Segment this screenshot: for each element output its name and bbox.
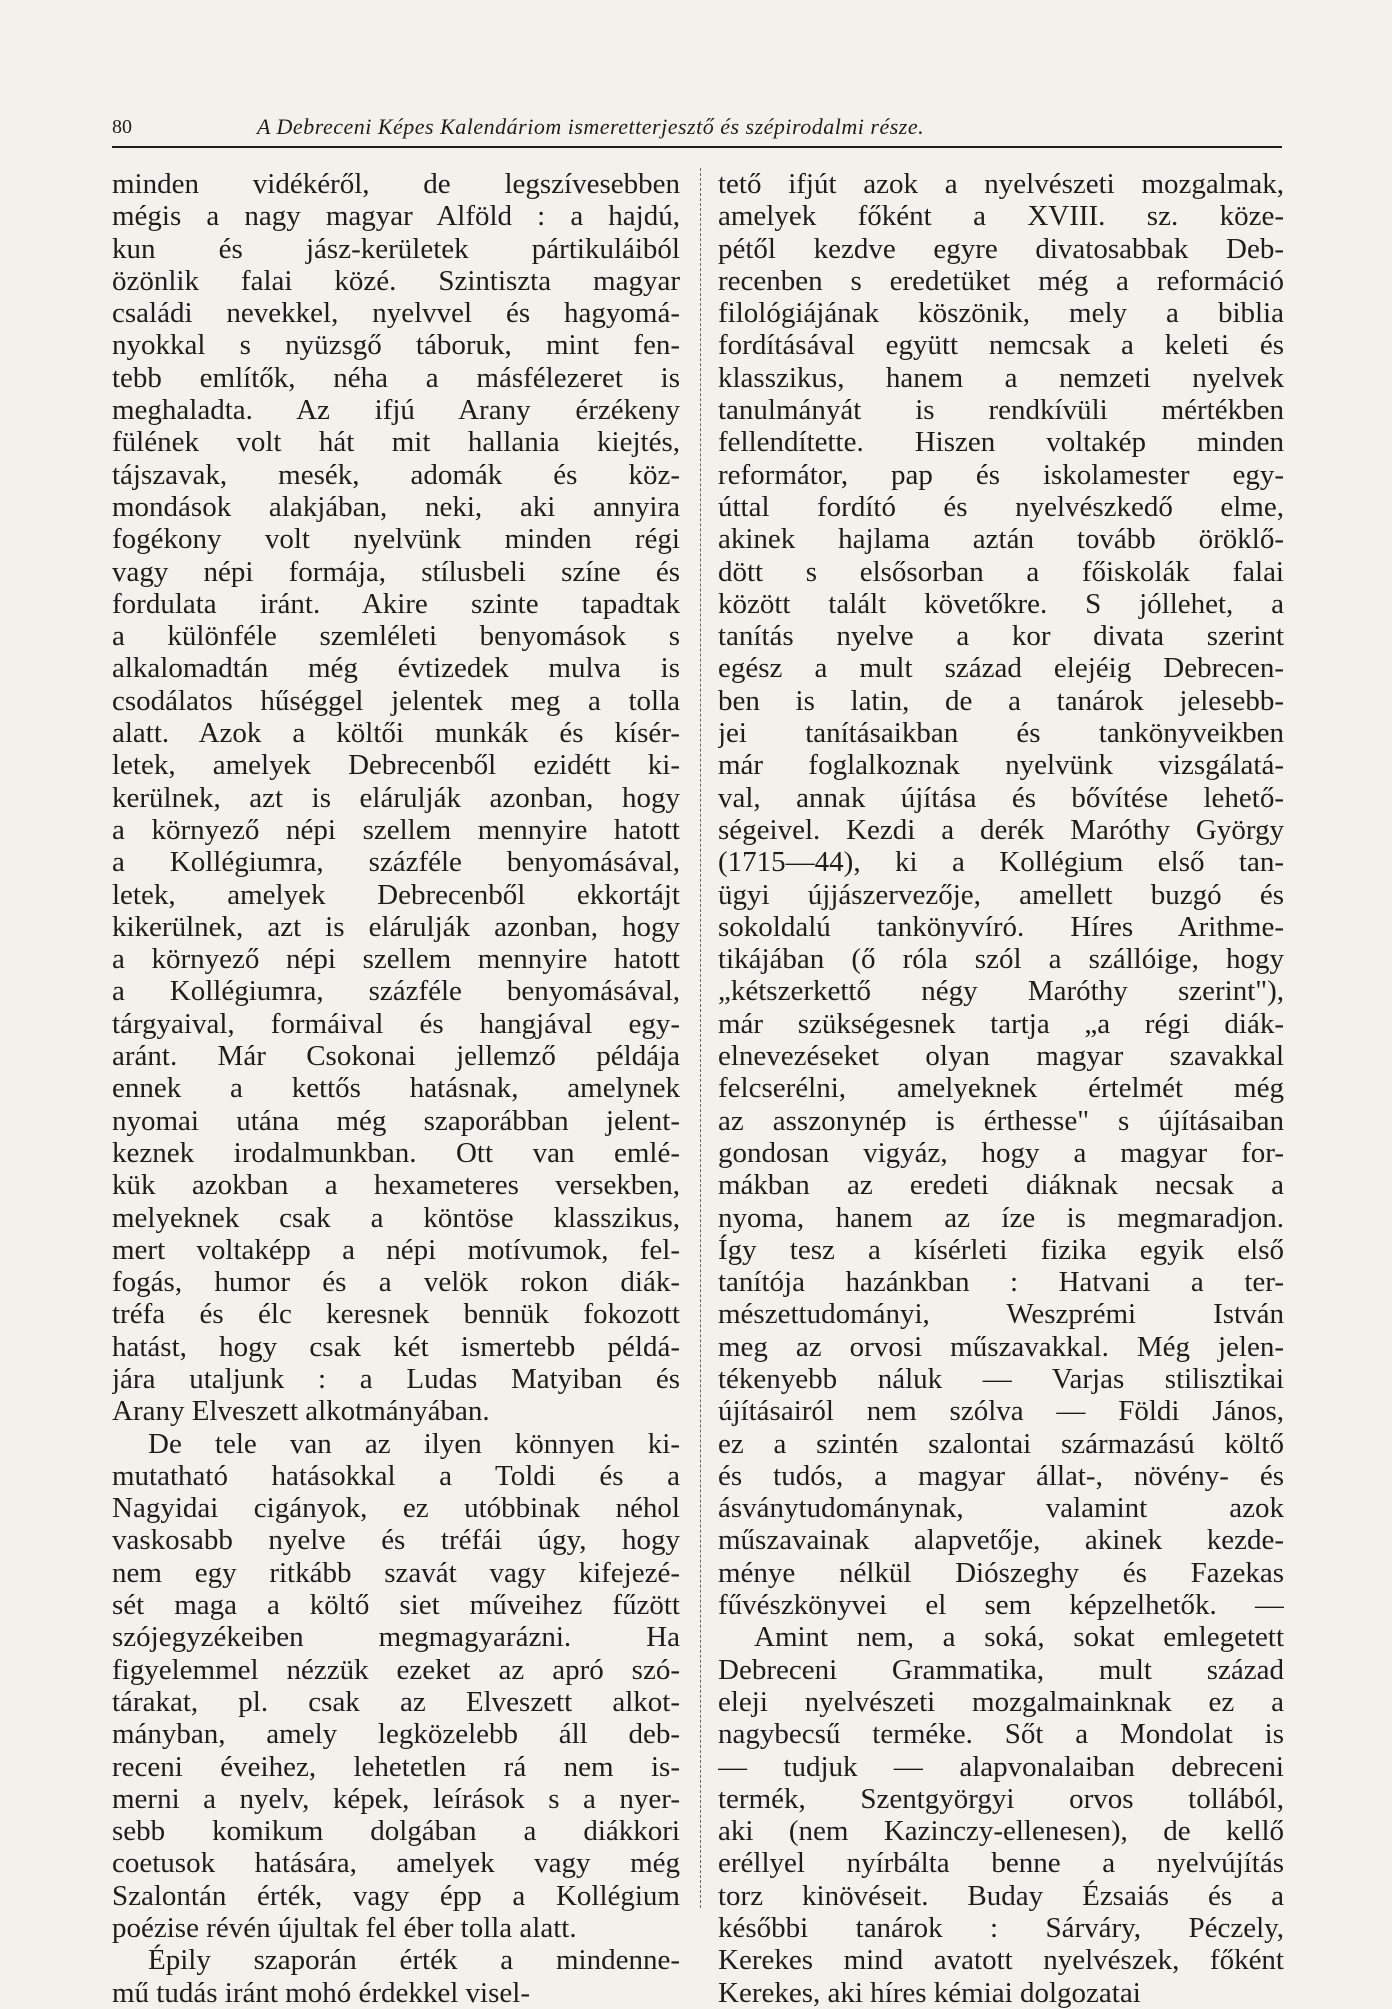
text-line: val, annak újítása és bővítése lehető- <box>718 781 1284 814</box>
text-line: (1715—44), ki a Kollégium első tan- <box>718 846 1284 879</box>
text-line: letek, amelyek Debrecenből ekkortájt <box>112 878 680 911</box>
text-line: ásványtudománynak, valamint azok <box>718 1492 1284 1525</box>
text-line: dött s elsősorban a főiskolák falai <box>718 555 1284 588</box>
text-line: figyelemmel nézzük ezeket az apró szó- <box>112 1653 680 1686</box>
text-line: a különféle szemléleti benyomások s <box>112 620 680 653</box>
text-line: eleji nyelvészeti mozgalmainknak ez a <box>718 1685 1284 1718</box>
text-line: tréfa és élc keresnek bennük fokozott <box>112 1298 680 1331</box>
text-line: ügyi újjászervezője, amellett buzgó és <box>718 878 1284 911</box>
text-line: szójegyzékeiben megmagyarázni. Ha <box>112 1621 680 1654</box>
text-line: filológiájának köszönik, mely a biblia <box>718 297 1284 330</box>
text-line: felcserélni, amelyeknek értelmét még <box>718 1072 1284 1105</box>
text-line: későbbi tanárok : Sárváry, Péczely, <box>718 1912 1284 1945</box>
text-line: mákban az eredeti diáknak necsak a <box>718 1169 1284 1202</box>
text-line: sokoldalú tankönyvíró. Híres Arithme- <box>718 910 1284 943</box>
text-line: a Kollégiumra, százféle benyomásával, <box>112 975 680 1008</box>
text-line: fülének volt hát mit hallania kiejtés, <box>112 426 680 459</box>
text-line: klasszikus, hanem a nemzeti nyelvek <box>718 361 1284 394</box>
text-line: kük azokban a hexameteres versekben, <box>112 1169 680 1202</box>
text-line: pétől kezdve egyre divatosabbak Deb- <box>718 232 1284 265</box>
text-line: Debreceni Grammatika, mult század <box>718 1653 1284 1686</box>
text-line: fordulata iránt. Akire szinte tapadtak <box>112 587 680 620</box>
text-line: keznek irodalmunkban. Ott van emlé- <box>112 1136 680 1169</box>
text-line: „kétszerkettő négy Maróthy szerint"), <box>718 975 1284 1008</box>
text-line: Így tesz a kísérleti fizika egyik első <box>718 1233 1284 1266</box>
text-line: jei tanításaikban és tankönyveikben <box>718 717 1284 750</box>
text-line: fordításával együtt nemcsak a keleti és <box>718 329 1284 362</box>
text-line: mégis a nagy magyar Alföld : a hajdú, <box>112 200 680 233</box>
text-line: Szalontán érték, vagy épp a Kollégium <box>112 1879 680 1912</box>
text-line: újításairól nem szólva — Földi János, <box>718 1395 1284 1428</box>
text-line: poézise révén újultak fel éber tolla alatt. <box>112 1912 577 1945</box>
text-line: mert voltaképp a népi motívumok, fel- <box>112 1233 680 1266</box>
text-line: tájszavak, mesék, adomák és köz- <box>112 458 680 491</box>
text-line: letek, amelyek Debrecenből ezidétt ki- <box>112 749 680 782</box>
text-line: csodálatos hűséggel jelentek meg a tolla <box>112 684 680 717</box>
right-text-column <box>718 168 1284 2009</box>
text-line: termék, Szentgyörgyi orvos tollából, <box>718 1782 1284 1815</box>
text-line: Amint nem, a soká, sokat emlegetett <box>754 1621 1284 1654</box>
text-line: akinek hajlama aztán tovább öröklő- <box>718 523 1284 556</box>
text-line: receni éveihez, lehetetlen rá nem is- <box>112 1750 680 1783</box>
text-line: az asszonynép is érthesse" s újításaiban <box>718 1104 1284 1137</box>
text-line: fogékony volt nyelvünk minden régi <box>112 523 680 556</box>
text-line: recenben s eredetüket még a reformáció <box>718 264 1284 297</box>
text-line: műszavainak alapvetője, akinek kezde- <box>718 1524 1284 1557</box>
text-line: meg az orvosi műszavakkal. Még jelen- <box>718 1330 1284 1363</box>
text-line: kun és jász-kerületek pártikuláiból <box>112 232 680 265</box>
text-line: Kerekes mind avatott nyelvészek, főként <box>718 1944 1284 1977</box>
text-line: fellendítette. Hiszen voltakép minden <box>718 426 1284 459</box>
text-line: nyokkal s nyüzsgő táboruk, mint fen- <box>112 329 680 362</box>
text-line: coetusok hatására, amelyek vagy még <box>112 1847 680 1880</box>
page-number: 80 <box>112 116 132 138</box>
text-line: alkalomadtán még évtizedek mulva is <box>112 652 680 685</box>
text-line: mű tudás iránt mohó érdekkel visel- <box>112 1976 530 2009</box>
text-line: a Kollégiumra, százféle benyomásával, <box>112 846 680 879</box>
text-line: minden vidékéről, de legszívesebben <box>112 168 680 200</box>
text-line: ben is latin, de a tanárok jelesebb- <box>718 684 1284 717</box>
text-line: ez a szintén szalontai származású költő <box>718 1427 1284 1460</box>
text-line: között talált követőkre. S jóllehet, a <box>718 587 1284 620</box>
text-line: nem egy ritkább szavát vagy kifejezé- <box>112 1556 680 1589</box>
text-line: családi nevekkel, nyelvvel és hagyomá- <box>112 297 680 330</box>
text-line: Arany Elveszett alkotmányában. <box>112 1395 490 1428</box>
text-line: fogás, humor és a velök rokon diák- <box>112 1266 680 1299</box>
text-line: sét maga a költő siet műveihez fűzött <box>112 1589 680 1622</box>
text-line: a környező népi szellem mennyire hatott <box>112 813 680 846</box>
text-line: merni a nyelv, képek, leírások s a nyer- <box>112 1782 680 1815</box>
text-line: sebb komikum dolgában a diákkori <box>112 1815 680 1848</box>
text-line: Nagyidai cigányok, ez utóbbinak néhol <box>112 1492 680 1525</box>
text-line: tető ifjút azok a nyelvészeti mozgalmak, <box>718 168 1284 200</box>
text-line: melyeknek csak a köntöse klasszikus, <box>112 1201 680 1234</box>
left-text-column <box>112 168 680 2009</box>
column-divider <box>700 168 701 1908</box>
text-line: tanítója hazánkban : Hatvani a ter- <box>718 1266 1284 1299</box>
text-line: ennek a kettős hatásnak, amelynek <box>112 1072 680 1105</box>
text-line: kerülnek, azt is elárulják azonban, hogy <box>112 781 680 814</box>
text-line: tanulmányát is rendkívüli mértékben <box>718 394 1284 427</box>
text-line: aki (nem Kazinczy-ellenesen), de kellő <box>718 1815 1284 1848</box>
text-line: ségeivel. Kezdi a derék Maróthy György <box>718 813 1284 846</box>
text-line: tárgyaival, formáival és hangjával egy- <box>112 1007 680 1040</box>
text-line: hatást, hogy csak két ismertebb példá- <box>112 1330 680 1363</box>
text-line: már foglalkoznak nyelvünk vizsgálatá- <box>718 749 1284 782</box>
text-line: meghaladta. Az ifjú Arany érzékeny <box>112 394 680 427</box>
text-line: és tudós, a magyar állat-, növény- és <box>718 1459 1284 1492</box>
text-line: alatt. Azok a költői munkák és kísér- <box>112 717 680 750</box>
text-line: a környező népi szellem mennyire hatott <box>112 943 680 976</box>
text-line: mutatható hatásokkal a Toldi és a <box>112 1459 680 1492</box>
text-line: egész a mult század elejéig Debrecen- <box>718 652 1284 685</box>
text-line: kikerülnek, azt is elárulják azonban, hogy <box>112 910 680 943</box>
text-line: aránt. Már Csokonai jellemző példája <box>112 1040 680 1073</box>
text-line: vaskosabb nyelve és tréfái úgy, hogy <box>112 1524 680 1557</box>
text-line: nyoma, hanem az íze is megmaradjon. <box>718 1201 1284 1234</box>
text-line: eréllyel nyírbálta benne a nyelvújítás <box>718 1847 1284 1880</box>
text-line: mészettudományi, Weszprémi István <box>718 1298 1284 1331</box>
text-line: elnevezéseket olyan magyar szavakkal <box>718 1040 1284 1073</box>
text-line: fűvészkönyvei el sem képzelhetők. — <box>718 1589 1284 1622</box>
text-line: vagy népi formája, stílusbeli színe és <box>112 555 680 588</box>
text-line: mondások alakjában, neki, aki annyira <box>112 490 680 523</box>
text-line: nyomai utána még szaporábban jelent- <box>112 1104 680 1137</box>
running-title: A Debreceni Képes Kalendáriom ismeretterjesztő és szépirodalmi része. <box>257 114 925 139</box>
text-line: reformátor, pap és iskolamester egy- <box>718 458 1284 491</box>
text-line: De tele van az ilyen könnyen ki- <box>148 1427 680 1460</box>
text-line: jára utaljunk : a Ludas Matyiban és <box>112 1362 680 1395</box>
text-line: amelyek főként a XVIII. sz. köze- <box>718 200 1284 233</box>
text-line: nagybecsű terméke. Sőt a Mondolat is <box>718 1718 1284 1751</box>
text-line: Kerekes, aki híres kémiai dolgozatai <box>718 1976 1141 2009</box>
text-line: úttal fordító és nyelvészkedő elme, <box>718 490 1284 523</box>
text-line: torz kinövéseit. Buday Ézsaiás és a <box>718 1879 1284 1912</box>
text-line: — tudjuk — alapvonalaiban debreceni <box>718 1750 1284 1783</box>
text-line: özönlik falai közé. Szintiszta magyar <box>112 264 680 297</box>
text-line: gondosan vigyáz, hogy a magyar for- <box>718 1136 1284 1169</box>
text-line: már szükségesnek tartja „a régi diák- <box>718 1007 1284 1040</box>
text-line: tebb említők, néha a másfélezeret is <box>112 361 680 394</box>
page-header <box>112 112 1282 148</box>
text-line: mányban, amely legközelebb áll deb- <box>112 1718 680 1751</box>
text-line: Épily szaporán érték a mindenne- <box>148 1944 680 1977</box>
text-line: tanítás nyelve a kor divata szerint <box>718 620 1284 653</box>
text-line: ménye nélkül Diószeghy és Fazekas <box>718 1556 1284 1589</box>
text-line: tárakat, pl. csak az Elveszett alkot- <box>112 1685 680 1718</box>
text-line: tékenyebb náluk — Varjas stiliszti̇kai <box>718 1362 1284 1395</box>
text-line: tikájában (ő róla szól a szállóige, hogy <box>718 943 1284 976</box>
